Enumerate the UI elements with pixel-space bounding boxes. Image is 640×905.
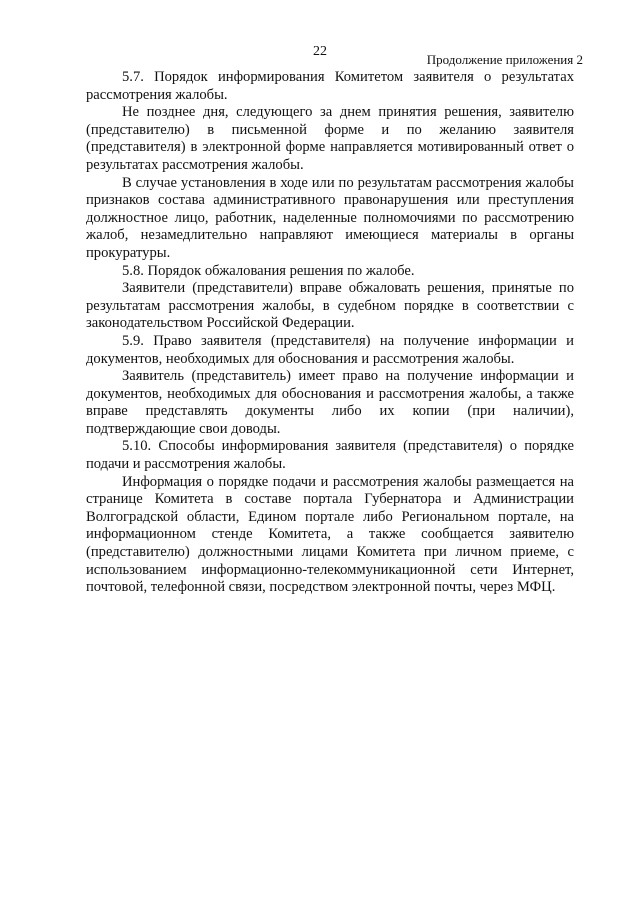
paragraph-5-7-heading: 5.7. Порядок информирования Комитетом заявителя о результатах рассмотрения жалобы. <box>86 69 574 103</box>
page-number: 22 <box>313 44 327 59</box>
paragraph-5-8-text: Заявители (представители) вправе обжаловать решения, принятые по результатам рассмотрения жалобы, в судебном порядке в соответствии с законодательством Российской Федерации. <box>86 280 574 332</box>
paragraph-5-7-text: Не позднее дня, следующего за днем принятия решения, заявителю (представителю) в письменной форме и по желанию заявителя (представителя) в электронной форме направляется мотивированный ответ о результатах рассмотрения жалобы. <box>86 104 574 173</box>
paragraph-5-8-heading: 5.8. Порядок обжалования решения по жалобе. <box>122 262 415 279</box>
paragraph-5-10-text: Информация о порядке подачи и рассмотрения жалобы размещается на странице Комитета в составе портала Губернатора и Администрации Волгоградской области, Едином портале либо Региональном портале, на информационном стенде Комитета, а также сообщается заявителю (представителю) должностными лицами Комитета при личном приеме, с использованием информационно-телекоммуникационной сети Интернет, почтовой, телефонной связи, посредством электронной почты, через МФЦ. <box>86 473 574 596</box>
document-body <box>86 69 574 597</box>
paragraph-5-7-violation: В случае установления в ходе или по результатам рассмотрения жалобы признаков состава административного правонарушения или преступления должностное лицо, работник, наделенные полномочиями по рассмотрению жалоб, незамедлительно направляют имеющиеся материалы в органы прокуратуры. <box>86 174 574 261</box>
paragraph-5-9-text: Заявитель (представитель) имеет право на получение информации и документов, необходимых для обоснования и рассмотрения жалобы, а также вправе представлять документы либо их копии (при наличии), подтверждающие свои доводы. <box>86 368 574 437</box>
running-header: Продолжение приложения 2 <box>426 52 583 67</box>
paragraph-5-9-heading: 5.9. Право заявителя (представителя) на получение информации и документов, необходимых для обоснования и рассмотрения жалобы. <box>86 332 574 367</box>
paragraph-5-10-heading: 5.10. Способы информирования заявителя (представителя) о порядке подачи и рассмотрения жалобы. <box>86 438 574 473</box>
